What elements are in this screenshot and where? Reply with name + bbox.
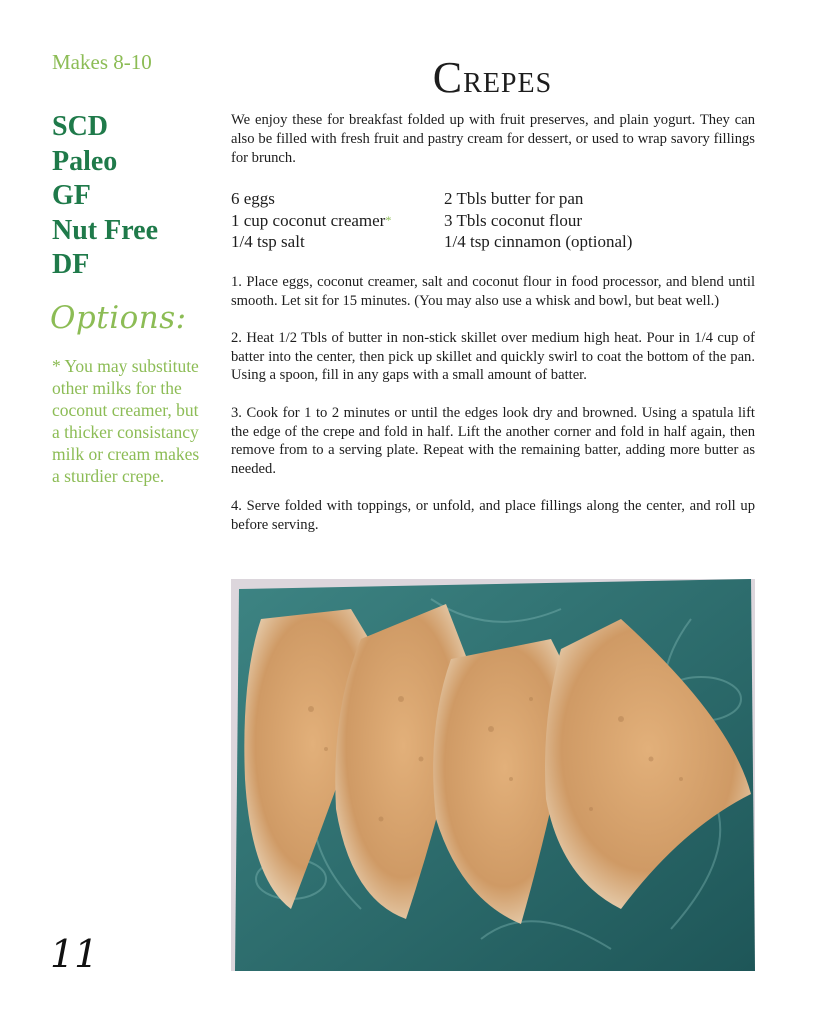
options-note: * You may substitute other milks for the coconut creamer, but a thicker consistancy milk or cream makes a sturdier crepe.	[52, 356, 200, 486]
ingredient-item: 1/4 tsp cinnamon (optional)	[444, 232, 633, 251]
diet-tag: Nut Free	[52, 214, 158, 246]
ingredient-column-right	[444, 188, 755, 253]
ingredient-text: 6 eggs	[231, 189, 275, 208]
ingredient-item: 2 Tbls butter for pan	[444, 189, 584, 208]
recipe-intro: We enjoy these for breakfast folded up with fruit preserves, and plain yogurt. They can also be filled with fresh fruit and pastry cream for dessert, or used to wrap savory fillings for brunch.	[231, 112, 755, 166]
servings-label: Makes 8-10	[52, 50, 152, 74]
title-rest: REPES	[463, 68, 553, 99]
diet-tag: Paleo	[52, 145, 118, 177]
title-initial: C	[432, 53, 464, 102]
ingredient-text: 1/4 tsp salt	[231, 232, 305, 251]
ingredient-item: 3 Tbls coconut flour	[444, 210, 583, 230]
instruction-step: 4. Serve folded with toppings, or unfold, and place fillings along the center, and roll up before serving.	[231, 498, 755, 533]
instruction-step: 2. Heat 1/2 Tbls of butter in non-stick skillet over medium high heat. Pour in 1/4 cup of batter into the center, then pick up skillet and quickly swirl to coat the bottom of the pan. Using a spoon, fill in any gaps with a small amount of batter.	[231, 330, 755, 384]
options-heading: Options:	[50, 300, 187, 336]
recipe-title	[230, 52, 755, 103]
ingredient-column-left	[231, 188, 441, 253]
instruction-steps	[231, 273, 755, 554]
ingredient-item	[231, 188, 441, 210]
crepes-photo-illustration	[231, 579, 755, 971]
crepes-photo	[231, 579, 755, 971]
diet-tag: SCD	[52, 111, 109, 142]
ingredient-text: 1 cup coconut creamer	[231, 210, 386, 230]
instruction-step: 3. Cook for 1 to 2 minutes or until the edges look dry and browned. Using a spatula lift the edge of the crepe and fold in half. Lift the another corner and fold in half again, then remove from to a serving plate. Repeat with the remaining batter, adding more butter as needed.	[231, 404, 755, 477]
instruction-step: 1. Place eggs, coconut creamer, salt and coconut flour in food processor, and blend until smooth. Let sit for 15 minutes. (You may also use a whisk and bowl, but beat well.)	[231, 274, 755, 309]
ingredient-item	[231, 231, 441, 253]
diet-tag: GF	[52, 180, 91, 211]
page-number: 11	[50, 932, 99, 976]
ingredient-item	[231, 210, 441, 232]
diet-tag: DF	[52, 249, 90, 280]
diet-tags	[52, 110, 158, 283]
footnote-mark: *	[385, 212, 392, 227]
